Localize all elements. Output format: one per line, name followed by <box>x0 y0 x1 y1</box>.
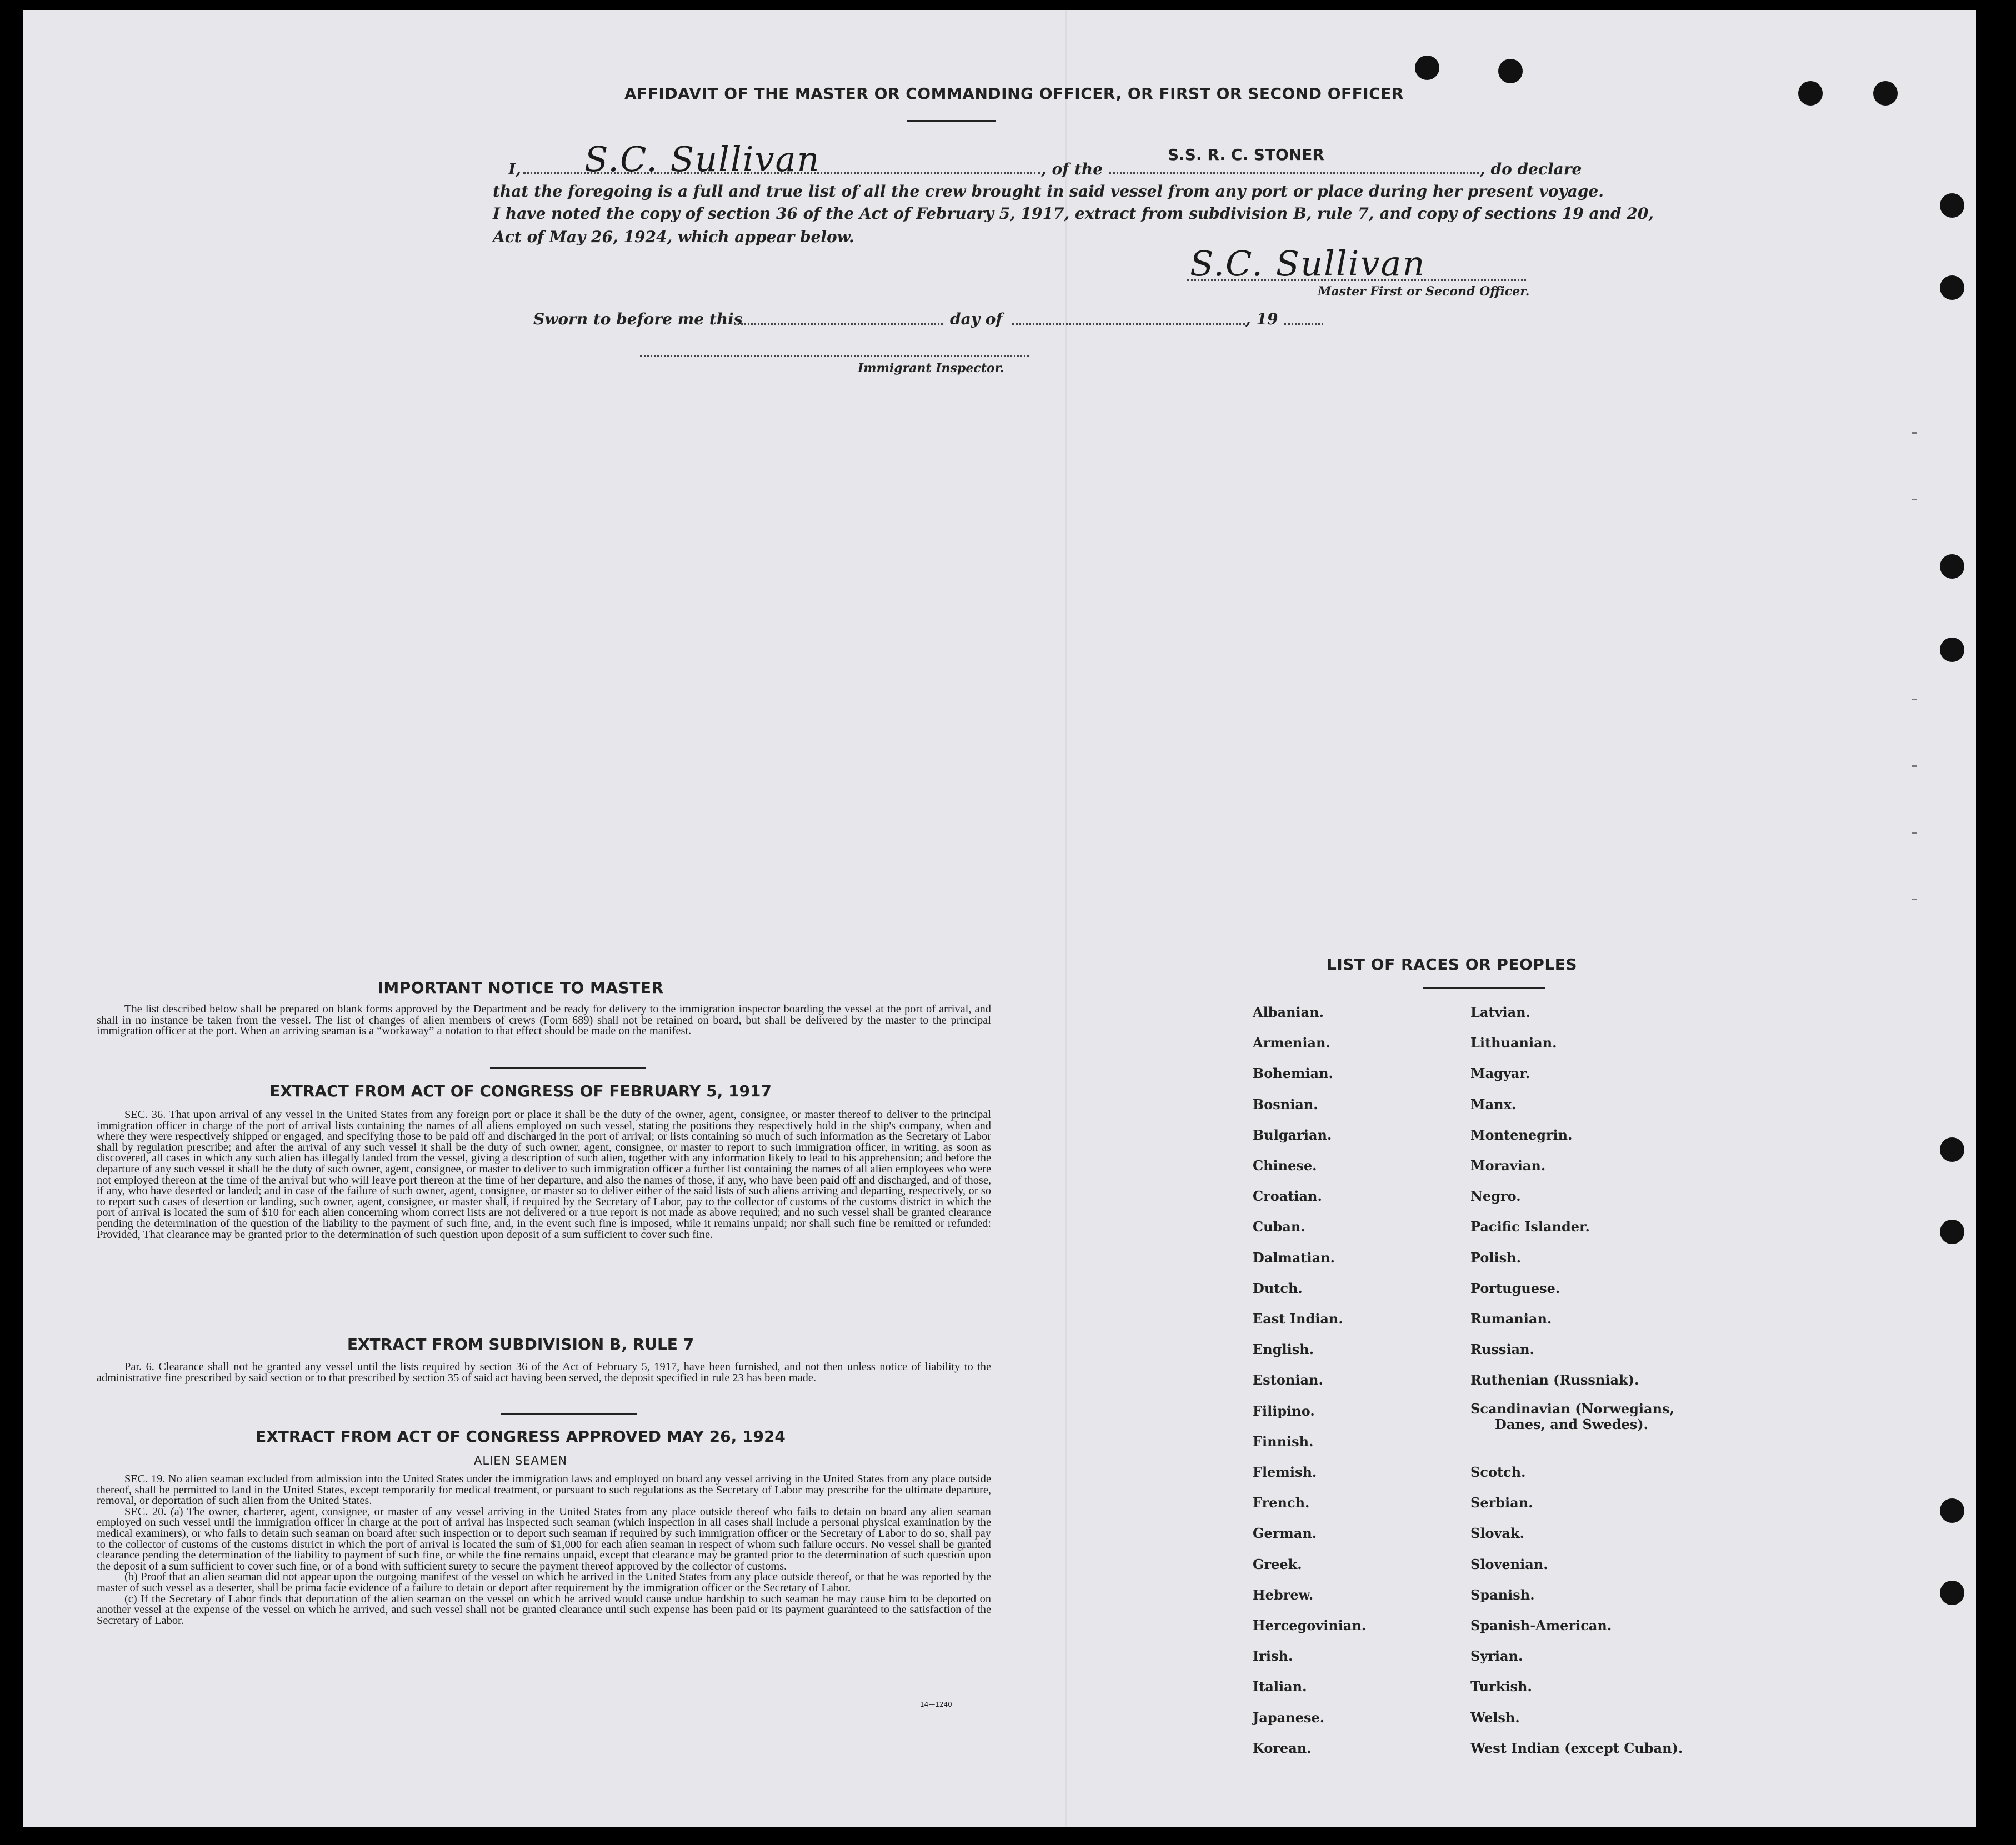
master-caption: Master First or Second Officer. <box>1318 284 1530 299</box>
races-title: LIST OF RACES OR PEOPLES <box>1327 955 1577 974</box>
document-page <box>23 10 1976 1827</box>
race-item: Portuguese. <box>1470 1280 1560 1296</box>
punch-hole <box>1940 1498 1964 1523</box>
do-declare-label: , do declare <box>1480 160 1582 178</box>
extract-rule7-title: EXTRACT FROM SUBDIVISION B, RULE 7 <box>347 1335 694 1353</box>
section-36-paragraph: SEC. 36. That upon arrival of any vessel in the United States from any foreign port or place it shall be the duty of the owner, agent, consignee, or master thereof to deliver to the principal immigration officer in charge of the port of arrival lists containing the names of all aliens employed on such vessel, stating the positions they respectively hold in the ship's company, when and where they were respectively shipped or engaged, and specifying those to be paid off and discharged in the port of arrival; or lists containing so much of such information as the Secretary of Labor shall by regulation prescribe; and after the arrival of any such vessel it shall be the duty of such owner, agent, consignee, or master to report to such immigration officer, in writing, as soon as discovered, all cases in which any such alien has illegally landed from the vessel, giving a description of such alien, together with any information likely to lead to his apprehension; and before the departure of any such vessel it shall be the duty of such owner, agent, consignee, or master to deliver to such immigration officer a further list containing the names of all alien employees who were not employed thereon at the time of the arrival but who will leave port thereon at the time of her departure, and also the names of those, if any, who have been paid off and discharged, and of those, if any, who have deserted or landed; and in case of the failure of such owner, agent, consignee, or master so to deliver either of the said lists of such aliens arriving and departing, respectively, or so to report such cases of desertion or landing, such owner, agent, consignee, or master shall, if required by the Secretary of Labor, pay to the collector of customs of the customs district in which the port of arrival is located the sum of $10 for each alien concerning whom correct lists are not delivered or a true report is not made as above required; and no such vessel shall be granted clearance pending the determination of the question of the liability to the payment of such fine, and, in the event such fine is imposed, while it remains unpaid; nor shall such fine be remitted or refunded: Provided, That clearance may be granted prior to the determination of such question upon deposit of a sum sufficient to cover such fine. <box>97 1109 991 1241</box>
bleed-mark <box>1912 499 1917 500</box>
race-item: German. <box>1253 1525 1317 1542</box>
notice-title: IMPORTANT NOTICE TO MASTER <box>377 979 664 997</box>
race-item: Italian. <box>1253 1678 1307 1695</box>
race-item: Spanish-American. <box>1470 1617 1612 1633</box>
race-item: Lithuanian. <box>1470 1035 1557 1051</box>
race-item: West Indian (except Cuban). <box>1470 1739 1683 1756</box>
sworn-label: Sworn to before me this <box>533 310 743 328</box>
races-column-1 <box>1253 1004 1475 1771</box>
race-item: Moravian. <box>1470 1157 1546 1174</box>
day-of-label: day of <box>950 310 1003 328</box>
race-item: Slovenian. <box>1470 1556 1548 1572</box>
section-19-paragraph: SEC. 19. No alien seaman excluded from admission into the United States under the immigration laws and employed on board any vessel arriving in the United States from any place outside thereof, shall be permitted to land in the United States, except temporarily for medical treatment, or pursuant to such regulations as the Secretary of Labor may prescribe for the ultimate departure, removal, or deportation of such alien from the United States. <box>97 1473 991 1507</box>
race-item: Negro. <box>1470 1188 1521 1205</box>
race-item: Bohemian. <box>1253 1065 1333 1082</box>
race-item: Serbian. <box>1470 1495 1533 1511</box>
extract-1917-title: EXTRACT FROM ACT OF CONGRESS OF FEBRUARY 5, 1917 <box>269 1082 772 1100</box>
master-signature: S.C. Sullivan <box>1190 243 1426 284</box>
master-signature-blank <box>1187 279 1526 281</box>
race-item: Polish. <box>1470 1249 1521 1266</box>
extract-rule7-text <box>97 1362 991 1383</box>
bleed-mark <box>1912 765 1917 767</box>
bleed-mark <box>1912 899 1917 900</box>
race-item: Korean. <box>1253 1739 1312 1756</box>
race-item: Pacific Islander. <box>1470 1219 1590 1235</box>
form-code: 14—1240 <box>920 1701 952 1708</box>
race-item: English. <box>1253 1341 1314 1358</box>
affidavit-line-2: that the foregoing is a full and true list of all the crew brought in said vessel from any port or place during her present voyage. <box>493 182 1604 200</box>
punch-hole <box>1798 81 1823 106</box>
race-item: Danes, and Swedes). <box>1495 1416 1648 1432</box>
vessel-name: S.S. R. C. STONER <box>1168 146 1324 164</box>
punch-hole <box>1873 81 1898 106</box>
notice-text <box>97 1004 991 1037</box>
bleed-mark <box>1912 699 1917 700</box>
race-item: Welsh. <box>1470 1709 1520 1726</box>
race-item: Greek. <box>1253 1556 1302 1572</box>
year-label: , 19 <box>1245 310 1278 328</box>
race-item: Syrian. <box>1470 1648 1523 1664</box>
race-item: Hebrew. <box>1253 1586 1314 1603</box>
declarant-signature: S.C. Sullivan <box>584 139 821 179</box>
inspector-blank <box>640 355 1029 357</box>
race-item: Hercegovinian. <box>1253 1617 1367 1633</box>
race-item: Russian. <box>1470 1341 1534 1358</box>
races-column-2 <box>1470 1004 1759 1771</box>
race-item: Spanish. <box>1470 1586 1535 1603</box>
notice-paragraph: The list described below shall be prepared on blank forms approved by the Department and be ready for delivery to the immigration inspector boarding the vessel at the port of arrival, and shall in no instance be taken from the vessel. The list of changes of alien members of crews (Form 689) shall not be retained on board, but shall be delivered by the master to the principal immigration officer at the port. When an arriving seaman is a “workaway” a notation to that effect should be made on the manifest. <box>97 1003 991 1037</box>
race-item: Latvian. <box>1470 1004 1530 1020</box>
extract-1924-text <box>97 1474 991 1626</box>
race-item: Ruthenian (Russniak). <box>1470 1372 1639 1388</box>
sworn-day-blank <box>734 323 943 325</box>
race-item: Montenegrin. <box>1470 1126 1573 1143</box>
race-item: Chinese. <box>1253 1157 1317 1174</box>
punch-hole <box>1940 1581 1964 1605</box>
race-item: Bosnian. <box>1253 1096 1318 1112</box>
bleed-mark <box>1912 832 1917 834</box>
inspector-caption: Immigrant Inspector. <box>858 361 1004 375</box>
extract-1917-text <box>97 1110 991 1240</box>
affidavit-line-3: I have noted the copy of section 36 of the Act of February 5, 1917, extract from subdivision B, rule 7, and copy of sections 19 and 20, <box>493 204 1654 223</box>
punch-hole <box>1415 56 1439 80</box>
race-item: Armenian. <box>1253 1035 1330 1051</box>
punch-hole <box>1498 59 1523 83</box>
sworn-month-blank <box>1012 323 1245 325</box>
affidavit-line-4: Act of May 26, 1924, which appear below. <box>493 228 854 246</box>
race-item: Japanese. <box>1253 1709 1325 1726</box>
punch-hole <box>1940 638 1964 662</box>
vessel-blank <box>1109 172 1479 174</box>
race-item: Dutch. <box>1253 1280 1303 1296</box>
divider <box>1423 987 1545 989</box>
name-blank <box>523 172 1040 174</box>
race-item: Slovak. <box>1470 1525 1524 1542</box>
race-item: Magyar. <box>1470 1065 1530 1082</box>
page-fold <box>1065 10 1067 1827</box>
race-item: Albanian. <box>1253 1004 1324 1020</box>
punch-hole <box>1940 275 1964 300</box>
race-item: Bulgarian. <box>1253 1126 1332 1143</box>
punch-hole <box>1940 193 1964 218</box>
race-item: Finnish. <box>1253 1433 1314 1450</box>
punch-hole <box>1940 1137 1964 1162</box>
race-item: Dalmatian. <box>1253 1249 1335 1266</box>
divider <box>490 1067 646 1069</box>
divider <box>501 1413 637 1415</box>
punch-hole <box>1940 1220 1964 1244</box>
race-item: Filipino. <box>1253 1402 1315 1419</box>
year-blank <box>1284 323 1323 325</box>
race-item: Cuban. <box>1253 1219 1305 1235</box>
race-item: Rumanian. <box>1470 1311 1552 1327</box>
race-item: Scandinavian (Norwegians, <box>1470 1400 1674 1417</box>
race-item: East Indian. <box>1253 1311 1343 1327</box>
race-item: Turkish. <box>1470 1678 1532 1695</box>
extract-1924-title: EXTRACT FROM ACT OF CONGRESS APPROVED MAY 26, 1924 <box>256 1427 786 1446</box>
rule7-paragraph: Par. 6. Clearance shall not be granted any vessel until the lists required by section 36 of the Act of February 5, 1917, have been furnished, and not then unless notice of liability to the administrative fine prescribed by said section or to that prescribed by section 35 of said act having been served, the deposit specified in rule 23 has been made. <box>97 1361 991 1384</box>
race-item: Flemish. <box>1253 1464 1317 1480</box>
section-20c-paragraph: (c) If the Secretary of Labor finds that deportation of the alien seaman on the vessel on which he arrived would cause undue hardship to such seaman he may cause him to be deported on another vessel at the expense of the vessel on which he arrived, and such vessel shall not be granted clearance until such expense has been paid or its payment guaranteed to the satisfaction of the Secretary of Labor. <box>97 1592 991 1627</box>
i-label: I, <box>508 160 521 178</box>
of-the-label: , of the <box>1041 160 1103 178</box>
race-item: Croatian. <box>1253 1188 1322 1205</box>
race-item: Irish. <box>1253 1648 1293 1664</box>
section-20b-paragraph: (b) Proof that an alien seaman did not appear upon the outgoing manifest of the vessel on which he arrived in the United States from any place outside thereof, or that he was reported by the master of such vessel as a deserter, shall be prima facie evidence of a failure to detain or deport after requirement by the immigration officer or the Secretary of Labor. <box>97 1571 991 1594</box>
race-item: Estonian. <box>1253 1372 1323 1388</box>
race-item: Manx. <box>1470 1096 1517 1112</box>
race-item: French. <box>1253 1495 1310 1511</box>
bleed-mark <box>1912 432 1917 434</box>
divider <box>907 120 996 122</box>
race-item: Scotch. <box>1470 1464 1526 1480</box>
section-20a-paragraph: SEC. 20. (a) The owner, charterer, agent, consignee, or master of any vessel arriving in the United States from any place outside thereof who fails to detain on board any alien seaman employed on such vessel until the immigration officer in charge at the port of arrival has inspected such seaman (which inspection in all cases shall include a personal physical examination by the medical examiners), or who fails to detain such seaman on board after such inspection or to deport such seaman if required by such immigration officer or the Secretary of Labor to do so, shall pay to the collector of customs of the customs district in which the port of arrival is located the sum of $1,000 for each alien seaman in respect of whom such failure occurs. No vessel shall be granted clearance pending the determination of the liability to payment of such fine, or while the fine remains unpaid, except that clearance may be granted prior to the determination of such question upon the deposit of a sum sufficient to cover such fine, or of a bond with sufficient surety to secure the payment thereof approved by the collector of customs. <box>97 1505 991 1572</box>
alien-seamen-subtitle: ALIEN SEAMEN <box>474 1454 567 1467</box>
punch-hole <box>1940 554 1964 579</box>
affidavit-title: AFFIDAVIT OF THE MASTER OR COMMANDING OFFICER, OR FIRST OR SECOND OFFICER <box>624 84 1404 103</box>
